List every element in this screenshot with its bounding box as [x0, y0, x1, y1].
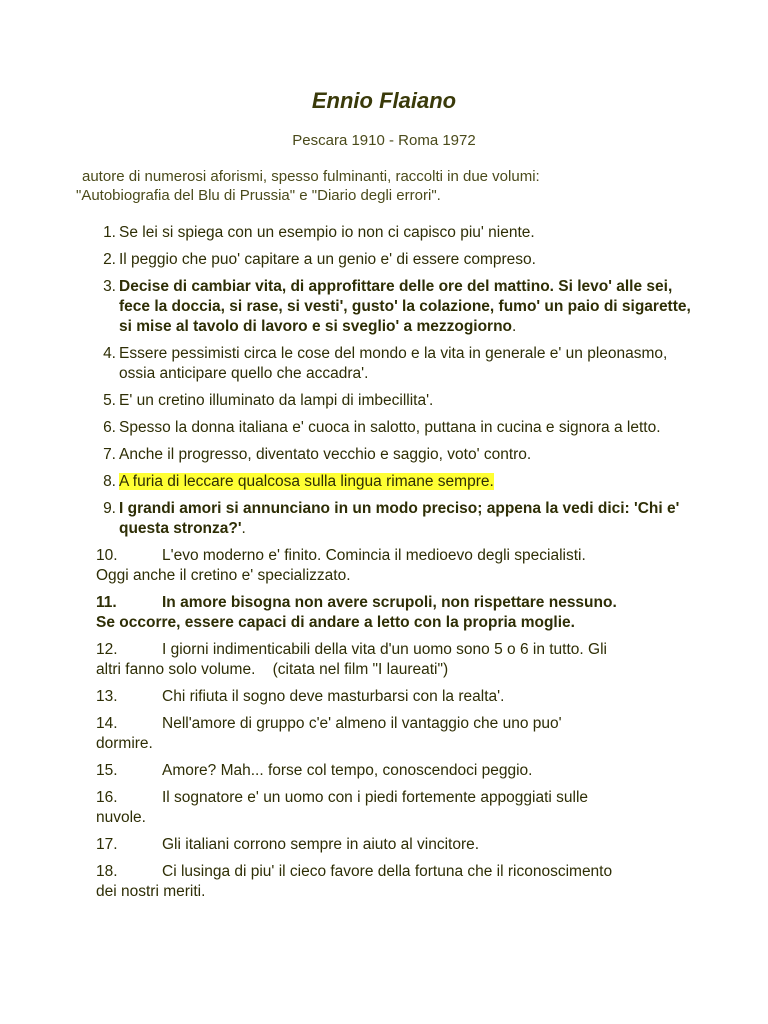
- item-number: 4.: [103, 345, 116, 362]
- list-item: [96, 593, 701, 633]
- item-tail: .: [512, 318, 517, 335]
- item-tail: .: [241, 520, 246, 537]
- item-text: Spesso la donna italiana e' cuoca in salotto, puttana in cucina e signora a letto.: [119, 419, 661, 436]
- list-item: [96, 391, 701, 411]
- list-item: [96, 445, 701, 465]
- item-number: 9.: [103, 500, 116, 517]
- item-number: 6.: [103, 419, 116, 436]
- item-text: Il sognatore e' un uomo con i piedi fortemente appoggiati sulle: [162, 789, 589, 806]
- item-number: 10.: [96, 547, 118, 564]
- item-text: I grandi amori si annunciano in un modo preciso; appena la vedi dici: 'Chi e' questa stronza?': [119, 500, 680, 537]
- list-item: [96, 472, 701, 492]
- item-text-continued: altri fanno solo volume. (citata nel film "I laureati"): [96, 661, 449, 678]
- list-item: [96, 418, 701, 438]
- item-number: 18.: [96, 863, 118, 880]
- intro-paragraph: [76, 167, 696, 205]
- list-item: [96, 714, 701, 754]
- item-text: Decise di cambiar vita, di approfittare delle ore del mattino. Si levo' alle sei, fece la doccia, si rase, si vesti', gusto' la colazione, fumo' un paio di sigarette, si mise al tavolo di lavoro e si sveglio' a mezzogiorno: [119, 278, 691, 335]
- list-item: [96, 344, 701, 384]
- page-title: Ennio Flaiano: [311, 88, 457, 113]
- item-text: Ci lusinga di piu' il cieco favore della fortuna che il riconoscimento: [162, 863, 613, 880]
- item-text: Nell'amore di gruppo c'e' almeno il vantaggio che uno puo': [162, 715, 562, 732]
- item-text-continued: dei nostri meriti.: [96, 883, 206, 900]
- list-item: [96, 277, 701, 337]
- item-text-continued: nuvole.: [96, 809, 146, 826]
- list-item: [96, 546, 701, 586]
- item-text: Chi rifiuta il sogno deve masturbarsi con la realta'.: [162, 688, 505, 705]
- list-item: [96, 835, 701, 855]
- item-number: 12.: [96, 641, 118, 658]
- item-number: 13.: [96, 688, 118, 705]
- item-number: 15.: [96, 762, 118, 779]
- intro-line: autore di numerosi aforismi, spesso fulminanti, raccolti in due volumi:: [82, 168, 540, 185]
- item-text: I giorni indimenticabili della vita d'un uomo sono 5 o 6 in tutto. Gli: [162, 641, 607, 658]
- list-item: [96, 788, 701, 828]
- author-dates: Pescara 1910 - Roma 1972: [292, 132, 476, 149]
- item-text: Se lei si spiega con un esempio io non ci capisco piu' niente.: [119, 224, 535, 241]
- item-number: 17.: [96, 836, 118, 853]
- list-item: [96, 862, 701, 902]
- list-item: [96, 250, 701, 270]
- highlighted-text: A furia di leccare qualcosa sulla lingua rimane sempre.: [119, 473, 494, 490]
- list-item: [96, 761, 701, 781]
- item-text-continued: Oggi anche il cretino e' specializzato.: [96, 567, 351, 584]
- item-text: Essere pessimisti circa le cose del mondo e la vita in generale e' un pleonasmo, ossia anticipare quello che accadra'.: [119, 345, 668, 382]
- item-text: Amore? Mah... forse col tempo, conoscendoci peggio.: [162, 762, 533, 779]
- item-number: 2.: [103, 251, 116, 268]
- item-text: In amore bisogna non avere scrupoli, non rispettare nessuno.: [162, 594, 617, 611]
- item-number: 1.: [103, 224, 116, 241]
- item-text: Anche il progresso, diventato vecchio e saggio, voto' contro.: [119, 446, 532, 463]
- item-number: 11.: [96, 594, 117, 611]
- item-text-continued: dormire.: [96, 735, 153, 752]
- item-number: 3.: [103, 278, 116, 295]
- item-text: L'evo moderno e' finito. Comincia il medioevo degli specialisti.: [162, 547, 586, 564]
- list-item: [96, 640, 701, 680]
- item-text: Il peggio che puo' capitare a un genio e' di essere compreso.: [119, 251, 536, 268]
- item-text: E' un cretino illuminato da lampi di imbecillita'.: [119, 392, 434, 409]
- aphorism-list: [96, 223, 701, 909]
- list-item: [96, 499, 701, 539]
- item-number: 7.: [103, 446, 116, 463]
- item-number: 8.: [103, 473, 116, 490]
- list-item: [96, 687, 701, 707]
- list-item: [96, 223, 701, 243]
- item-text: Gli italiani corrono sempre in aiuto al vincitore.: [162, 836, 480, 853]
- item-text-continued: Se occorre, essere capaci di andare a letto con la propria moglie.: [96, 614, 575, 631]
- item-number: 16.: [96, 789, 118, 806]
- item-number: 5.: [103, 392, 116, 409]
- item-number: 14.: [96, 715, 118, 732]
- intro-line: "Autobiografia del Blu di Prussia" e "Diario degli errori".: [76, 187, 441, 204]
